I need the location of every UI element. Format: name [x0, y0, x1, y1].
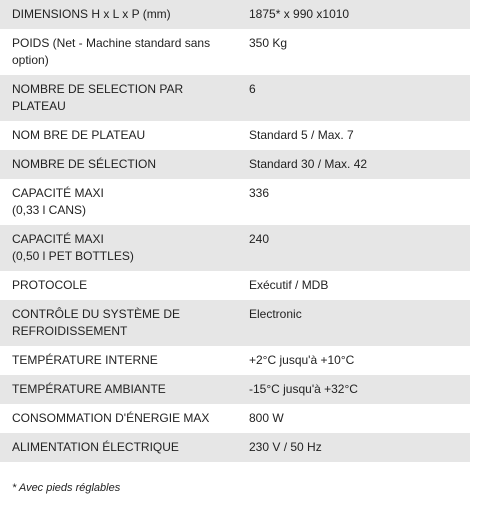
spec-value: 230 V / 50 Hz	[235, 433, 470, 462]
spec-value: 350 Kg	[249, 36, 288, 50]
spec-row-weight	[0, 29, 470, 75]
spec-value: -15°C jusqu'à +32°C	[235, 375, 470, 404]
spec-label: CAPACITÉ MAXI (0,33 l CANS)	[12, 186, 104, 217]
spec-row-internal-temperature	[0, 346, 470, 375]
spec-label: POIDS (Net - Machine standard sans option)	[12, 36, 211, 67]
spec-value: Electronic	[235, 300, 470, 346]
spec-value: 1875* x 990 x1010	[235, 0, 470, 29]
spec-row-power-supply	[0, 433, 470, 462]
spec-label: TEMPÉRATURE AMBIANTE	[0, 375, 235, 404]
spec-label: NOMBRE DE SÉLECTION	[0, 150, 235, 179]
spec-label: TEMPÉRATURE INTERNE	[12, 353, 158, 367]
spec-row-capacity-bottles	[0, 225, 470, 271]
spec-label: DIMENSIONS H x L x P (mm)	[0, 0, 235, 29]
spec-row-selection-count	[0, 150, 470, 179]
spec-value: +2°C jusqu'à +10°C	[249, 353, 355, 367]
spec-label: ALIMENTATION ÉLECTRIQUE	[0, 433, 235, 462]
spec-label: CAPACITÉ MAXI (0,50 l PET BOTTLES)	[0, 225, 235, 271]
spec-row-capacity-cans	[0, 179, 470, 225]
spec-label: CONSOMMATION D'ÉNERGIE MAX	[12, 411, 210, 425]
spec-row-ambient-temperature	[0, 375, 470, 404]
spec-value: 6	[235, 75, 470, 121]
spec-value: 240	[235, 225, 470, 271]
spec-row-dimensions	[0, 0, 470, 29]
spec-row-protocol	[0, 271, 470, 300]
spec-label: PROTOCOLE	[12, 278, 88, 292]
spec-label: CONTRÔLE DU SYSTÈME DE REFROIDISSEMENT	[0, 300, 235, 346]
spec-value: 800 W	[249, 411, 284, 425]
spec-row-power-consumption	[0, 404, 470, 433]
spec-value: Standard 30 / Max. 42	[235, 150, 470, 179]
spec-row-cooling-control	[0, 300, 470, 346]
spec-value: Standard 5 / Max. 7	[249, 128, 354, 142]
spec-label: NOM BRE DE PLATEAU	[12, 128, 146, 142]
spec-label: NOMBRE DE SELECTION PAR PLATEAU	[0, 75, 235, 121]
spec-row-tray-count	[0, 121, 470, 150]
spec-value: Exécutif / MDB	[249, 278, 329, 292]
spec-row-selections-per-tray	[0, 75, 470, 121]
footnote: * Avec pieds réglables	[12, 482, 121, 494]
spec-value: 336	[249, 186, 270, 200]
